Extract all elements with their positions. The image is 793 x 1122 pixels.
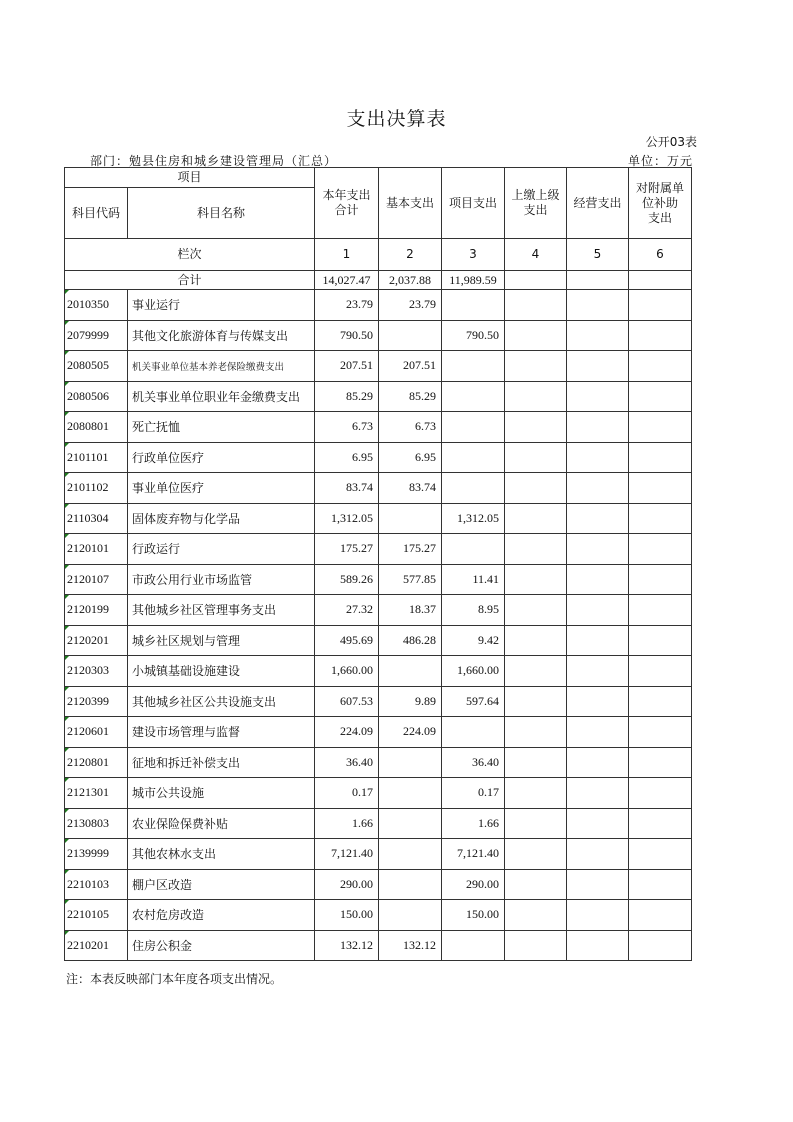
row-col3 [442, 534, 505, 565]
row-col4 [505, 503, 567, 534]
row-code: 2079999 [65, 320, 128, 351]
row-col2 [379, 869, 442, 900]
row-code: 2120107 [65, 564, 128, 595]
row-col5 [567, 686, 629, 717]
column-index-4: 4 [505, 239, 567, 271]
row-col3: 290.00 [442, 869, 505, 900]
header-col4-line2: 支出 [523, 203, 548, 217]
table-row [65, 839, 692, 870]
row-col5 [567, 747, 629, 778]
row-col2 [379, 656, 442, 687]
row-col3: 1,660.00 [442, 656, 505, 687]
column-index-1: 1 [315, 239, 379, 271]
row-col3: 36.40 [442, 747, 505, 778]
form-number: 公开03表 [645, 135, 697, 149]
row-col4 [505, 717, 567, 748]
row-col4 [505, 656, 567, 687]
row-col5 [567, 351, 629, 382]
row-name: 住房公积金 [128, 930, 315, 961]
row-col1: 36.40 [315, 747, 379, 778]
row-col4 [505, 686, 567, 717]
row-col5 [567, 290, 629, 321]
row-col3 [442, 717, 505, 748]
row-code: 2080801 [65, 412, 128, 443]
row-col6 [629, 839, 692, 870]
row-col4 [505, 381, 567, 412]
row-name: 其他城乡社区管理事务支出 [128, 595, 315, 626]
row-col4 [505, 534, 567, 565]
row-code: 2120801 [65, 747, 128, 778]
column-index-2: 2 [379, 239, 442, 271]
table-row [65, 595, 692, 626]
row-col6 [629, 534, 692, 565]
row-col3: 0.17 [442, 778, 505, 809]
row-code: 2120303 [65, 656, 128, 687]
row-col4 [505, 625, 567, 656]
row-name: 农业保险保费补贴 [128, 808, 315, 839]
row-col1: 6.73 [315, 412, 379, 443]
header-row-1 [65, 168, 692, 188]
column-index-label: 栏次 [65, 239, 315, 271]
row-col2 [379, 900, 442, 931]
header-col5: 经营支出 [567, 168, 629, 239]
header-name: 科目名称 [128, 188, 315, 239]
row-col5 [567, 869, 629, 900]
row-col2: 85.29 [379, 381, 442, 412]
row-code: 2120399 [65, 686, 128, 717]
row-col3: 11.41 [442, 564, 505, 595]
row-code: 2120201 [65, 625, 128, 656]
header-item-group: 项目 [65, 168, 315, 188]
table-row [65, 900, 692, 931]
column-index-3: 3 [442, 239, 505, 271]
header-col6 [629, 168, 692, 239]
table-row [65, 473, 692, 504]
table-row [65, 869, 692, 900]
row-col1: 23.79 [315, 290, 379, 321]
row-name: 事业运行 [128, 290, 315, 321]
row-code: 2139999 [65, 839, 128, 870]
column-index-5: 5 [567, 239, 629, 271]
row-col1: 1,312.05 [315, 503, 379, 534]
row-col6 [629, 808, 692, 839]
row-col6 [629, 595, 692, 626]
header-col1-line1: 本年支出 [322, 188, 371, 202]
row-col3: 790.50 [442, 320, 505, 351]
row-col2: 207.51 [379, 351, 442, 382]
row-col3: 8.95 [442, 595, 505, 626]
row-code: 2120601 [65, 717, 128, 748]
column-index-6: 6 [629, 239, 692, 271]
row-col4 [505, 808, 567, 839]
row-col2: 224.09 [379, 717, 442, 748]
row-code: 2130803 [65, 808, 128, 839]
row-col4 [505, 930, 567, 961]
table-row [65, 381, 692, 412]
header-col4-line1: 上缴上级 [511, 188, 560, 202]
row-col2: 132.12 [379, 930, 442, 961]
row-col2 [379, 503, 442, 534]
row-col3 [442, 351, 505, 382]
row-col2: 83.74 [379, 473, 442, 504]
row-name: 小城镇基础设施建设 [128, 656, 315, 687]
table-row [65, 442, 692, 473]
row-col4 [505, 869, 567, 900]
row-col2 [379, 747, 442, 778]
row-code: 2080505 [65, 351, 128, 382]
row-col2: 175.27 [379, 534, 442, 565]
row-name: 死亡抚恤 [128, 412, 315, 443]
row-col3: 9.42 [442, 625, 505, 656]
row-name: 城乡社区规划与管理 [128, 625, 315, 656]
row-col5 [567, 320, 629, 351]
row-col6 [629, 747, 692, 778]
total-col3: 11,989.59 [442, 271, 505, 290]
row-col2 [379, 320, 442, 351]
table-row [65, 351, 692, 382]
total-col2: 2,037.88 [379, 271, 442, 290]
row-col5 [567, 412, 629, 443]
row-col3: 150.00 [442, 900, 505, 931]
row-code: 2120199 [65, 595, 128, 626]
table-row [65, 747, 692, 778]
row-col5 [567, 564, 629, 595]
row-code: 2210103 [65, 869, 128, 900]
header-code: 科目代码 [65, 188, 128, 239]
row-col2 [379, 808, 442, 839]
row-col5 [567, 656, 629, 687]
table-row [65, 717, 692, 748]
row-col6 [629, 900, 692, 931]
table-row [65, 778, 692, 809]
row-col6 [629, 625, 692, 656]
header-col4 [505, 168, 567, 239]
row-name: 行政单位医疗 [128, 442, 315, 473]
table-row [65, 930, 692, 961]
row-col5 [567, 900, 629, 931]
row-name: 事业单位医疗 [128, 473, 315, 504]
row-name: 农村危房改造 [128, 900, 315, 931]
row-col6 [629, 442, 692, 473]
row-col1: 27.32 [315, 595, 379, 626]
row-col1: 1.66 [315, 808, 379, 839]
row-col6 [629, 686, 692, 717]
row-col5 [567, 839, 629, 870]
table-row [65, 808, 692, 839]
total-label: 合计 [65, 271, 315, 290]
header-col1 [315, 168, 379, 239]
row-code: 2101102 [65, 473, 128, 504]
row-col6 [629, 473, 692, 504]
column-index-row [65, 239, 692, 271]
department-label: 部门：勉县住房和城乡建设管理局（汇总） [90, 154, 338, 168]
row-col3: 597.64 [442, 686, 505, 717]
row-code: 2121301 [65, 778, 128, 809]
row-name: 其他文化旅游体育与传媒支出 [128, 320, 315, 351]
row-col6 [629, 930, 692, 961]
row-col3 [442, 381, 505, 412]
row-col6 [629, 290, 692, 321]
row-col4 [505, 351, 567, 382]
row-col5 [567, 473, 629, 504]
row-col6 [629, 778, 692, 809]
row-col1: 0.17 [315, 778, 379, 809]
row-col3: 1,312.05 [442, 503, 505, 534]
header-col1-line2: 合计 [334, 203, 359, 217]
row-name: 棚户区改造 [128, 869, 315, 900]
header-col3: 项目支出 [442, 168, 505, 239]
row-col5 [567, 534, 629, 565]
row-col5 [567, 503, 629, 534]
row-code: 2101101 [65, 442, 128, 473]
row-code: 2110304 [65, 503, 128, 534]
row-name: 城市公共设施 [128, 778, 315, 809]
row-name: 其他城乡社区公共设施支出 [128, 686, 315, 717]
row-col4 [505, 778, 567, 809]
table-row [65, 290, 692, 321]
table-row [65, 503, 692, 534]
row-col3 [442, 412, 505, 443]
table-row [65, 686, 692, 717]
page-title: 支出决算表 [346, 108, 447, 130]
row-col1: 207.51 [315, 351, 379, 382]
table-row [65, 412, 692, 443]
table-row [65, 320, 692, 351]
row-col2 [379, 778, 442, 809]
header-col6-line2: 位补助 [641, 195, 678, 210]
row-col6 [629, 412, 692, 443]
row-col1: 83.74 [315, 473, 379, 504]
row-col1: 790.50 [315, 320, 379, 351]
table-row [65, 625, 692, 656]
total-row [65, 271, 692, 290]
row-col5 [567, 595, 629, 626]
row-col1: 132.12 [315, 930, 379, 961]
row-col1: 1,660.00 [315, 656, 379, 687]
row-name: 行政运行 [128, 534, 315, 565]
row-name: 其他农林水支出 [128, 839, 315, 870]
row-col6 [629, 656, 692, 687]
row-col6 [629, 503, 692, 534]
row-col1: 6.95 [315, 442, 379, 473]
row-col4 [505, 564, 567, 595]
row-col4 [505, 595, 567, 626]
row-code: 2210105 [65, 900, 128, 931]
row-code: 2080506 [65, 381, 128, 412]
row-col4 [505, 412, 567, 443]
unit-label: 单位：万元 [627, 154, 693, 168]
row-col5 [567, 930, 629, 961]
row-name: 机关事业单位职业年金缴费支出 [128, 381, 315, 412]
row-col6 [629, 351, 692, 382]
row-col2: 18.37 [379, 595, 442, 626]
row-col3 [442, 473, 505, 504]
row-col4 [505, 442, 567, 473]
row-col5 [567, 808, 629, 839]
row-col4 [505, 320, 567, 351]
row-col2: 577.85 [379, 564, 442, 595]
row-name: 固体废弃物与化学品 [128, 503, 315, 534]
row-col4 [505, 747, 567, 778]
row-code: 2120101 [65, 534, 128, 565]
total-col6 [629, 271, 692, 290]
row-code: 2210201 [65, 930, 128, 961]
row-col2 [379, 839, 442, 870]
total-col1: 14,027.47 [315, 271, 379, 290]
total-col4 [505, 271, 567, 290]
row-col2: 6.73 [379, 412, 442, 443]
row-col1: 495.69 [315, 625, 379, 656]
table-row [65, 564, 692, 595]
row-col6 [629, 564, 692, 595]
row-col5 [567, 625, 629, 656]
row-code: 2010350 [65, 290, 128, 321]
row-col1: 7,121.40 [315, 839, 379, 870]
row-col6 [629, 869, 692, 900]
row-col1: 175.27 [315, 534, 379, 565]
row-col6 [629, 717, 692, 748]
row-col2: 23.79 [379, 290, 442, 321]
row-col2: 486.28 [379, 625, 442, 656]
row-col6 [629, 320, 692, 351]
expenditure-table [64, 167, 692, 961]
row-col5 [567, 717, 629, 748]
row-col1: 85.29 [315, 381, 379, 412]
row-col3 [442, 442, 505, 473]
row-col3 [442, 930, 505, 961]
row-name: 征地和拆迁补偿支出 [128, 747, 315, 778]
row-name: 建设市场管理与监督 [128, 717, 315, 748]
row-col4 [505, 473, 567, 504]
row-col1: 224.09 [315, 717, 379, 748]
row-col1: 607.53 [315, 686, 379, 717]
header-col2: 基本支出 [379, 168, 442, 239]
total-col5 [567, 271, 629, 290]
row-col3: 7,121.40 [442, 839, 505, 870]
row-col3: 1.66 [442, 808, 505, 839]
row-name: 市政公用行业市场监管 [128, 564, 315, 595]
table-note: 注：本表反映部门本年度各项支出情况。 [66, 972, 283, 986]
row-col2: 9.89 [379, 686, 442, 717]
header-col6-line1: 对附属单 [635, 180, 684, 195]
row-col1: 589.26 [315, 564, 379, 595]
row-col1: 290.00 [315, 869, 379, 900]
table-row [65, 656, 692, 687]
row-col4 [505, 290, 567, 321]
row-col4 [505, 839, 567, 870]
row-col4 [505, 900, 567, 931]
row-col6 [629, 381, 692, 412]
row-col3 [442, 290, 505, 321]
row-name: 机关事业单位基本养老保险缴费支出 [128, 351, 315, 382]
row-col5 [567, 778, 629, 809]
header-col6-line3: 支出 [647, 210, 672, 225]
table-row [65, 534, 692, 565]
row-col5 [567, 381, 629, 412]
row-col5 [567, 442, 629, 473]
row-col1: 150.00 [315, 900, 379, 931]
row-col2: 6.95 [379, 442, 442, 473]
